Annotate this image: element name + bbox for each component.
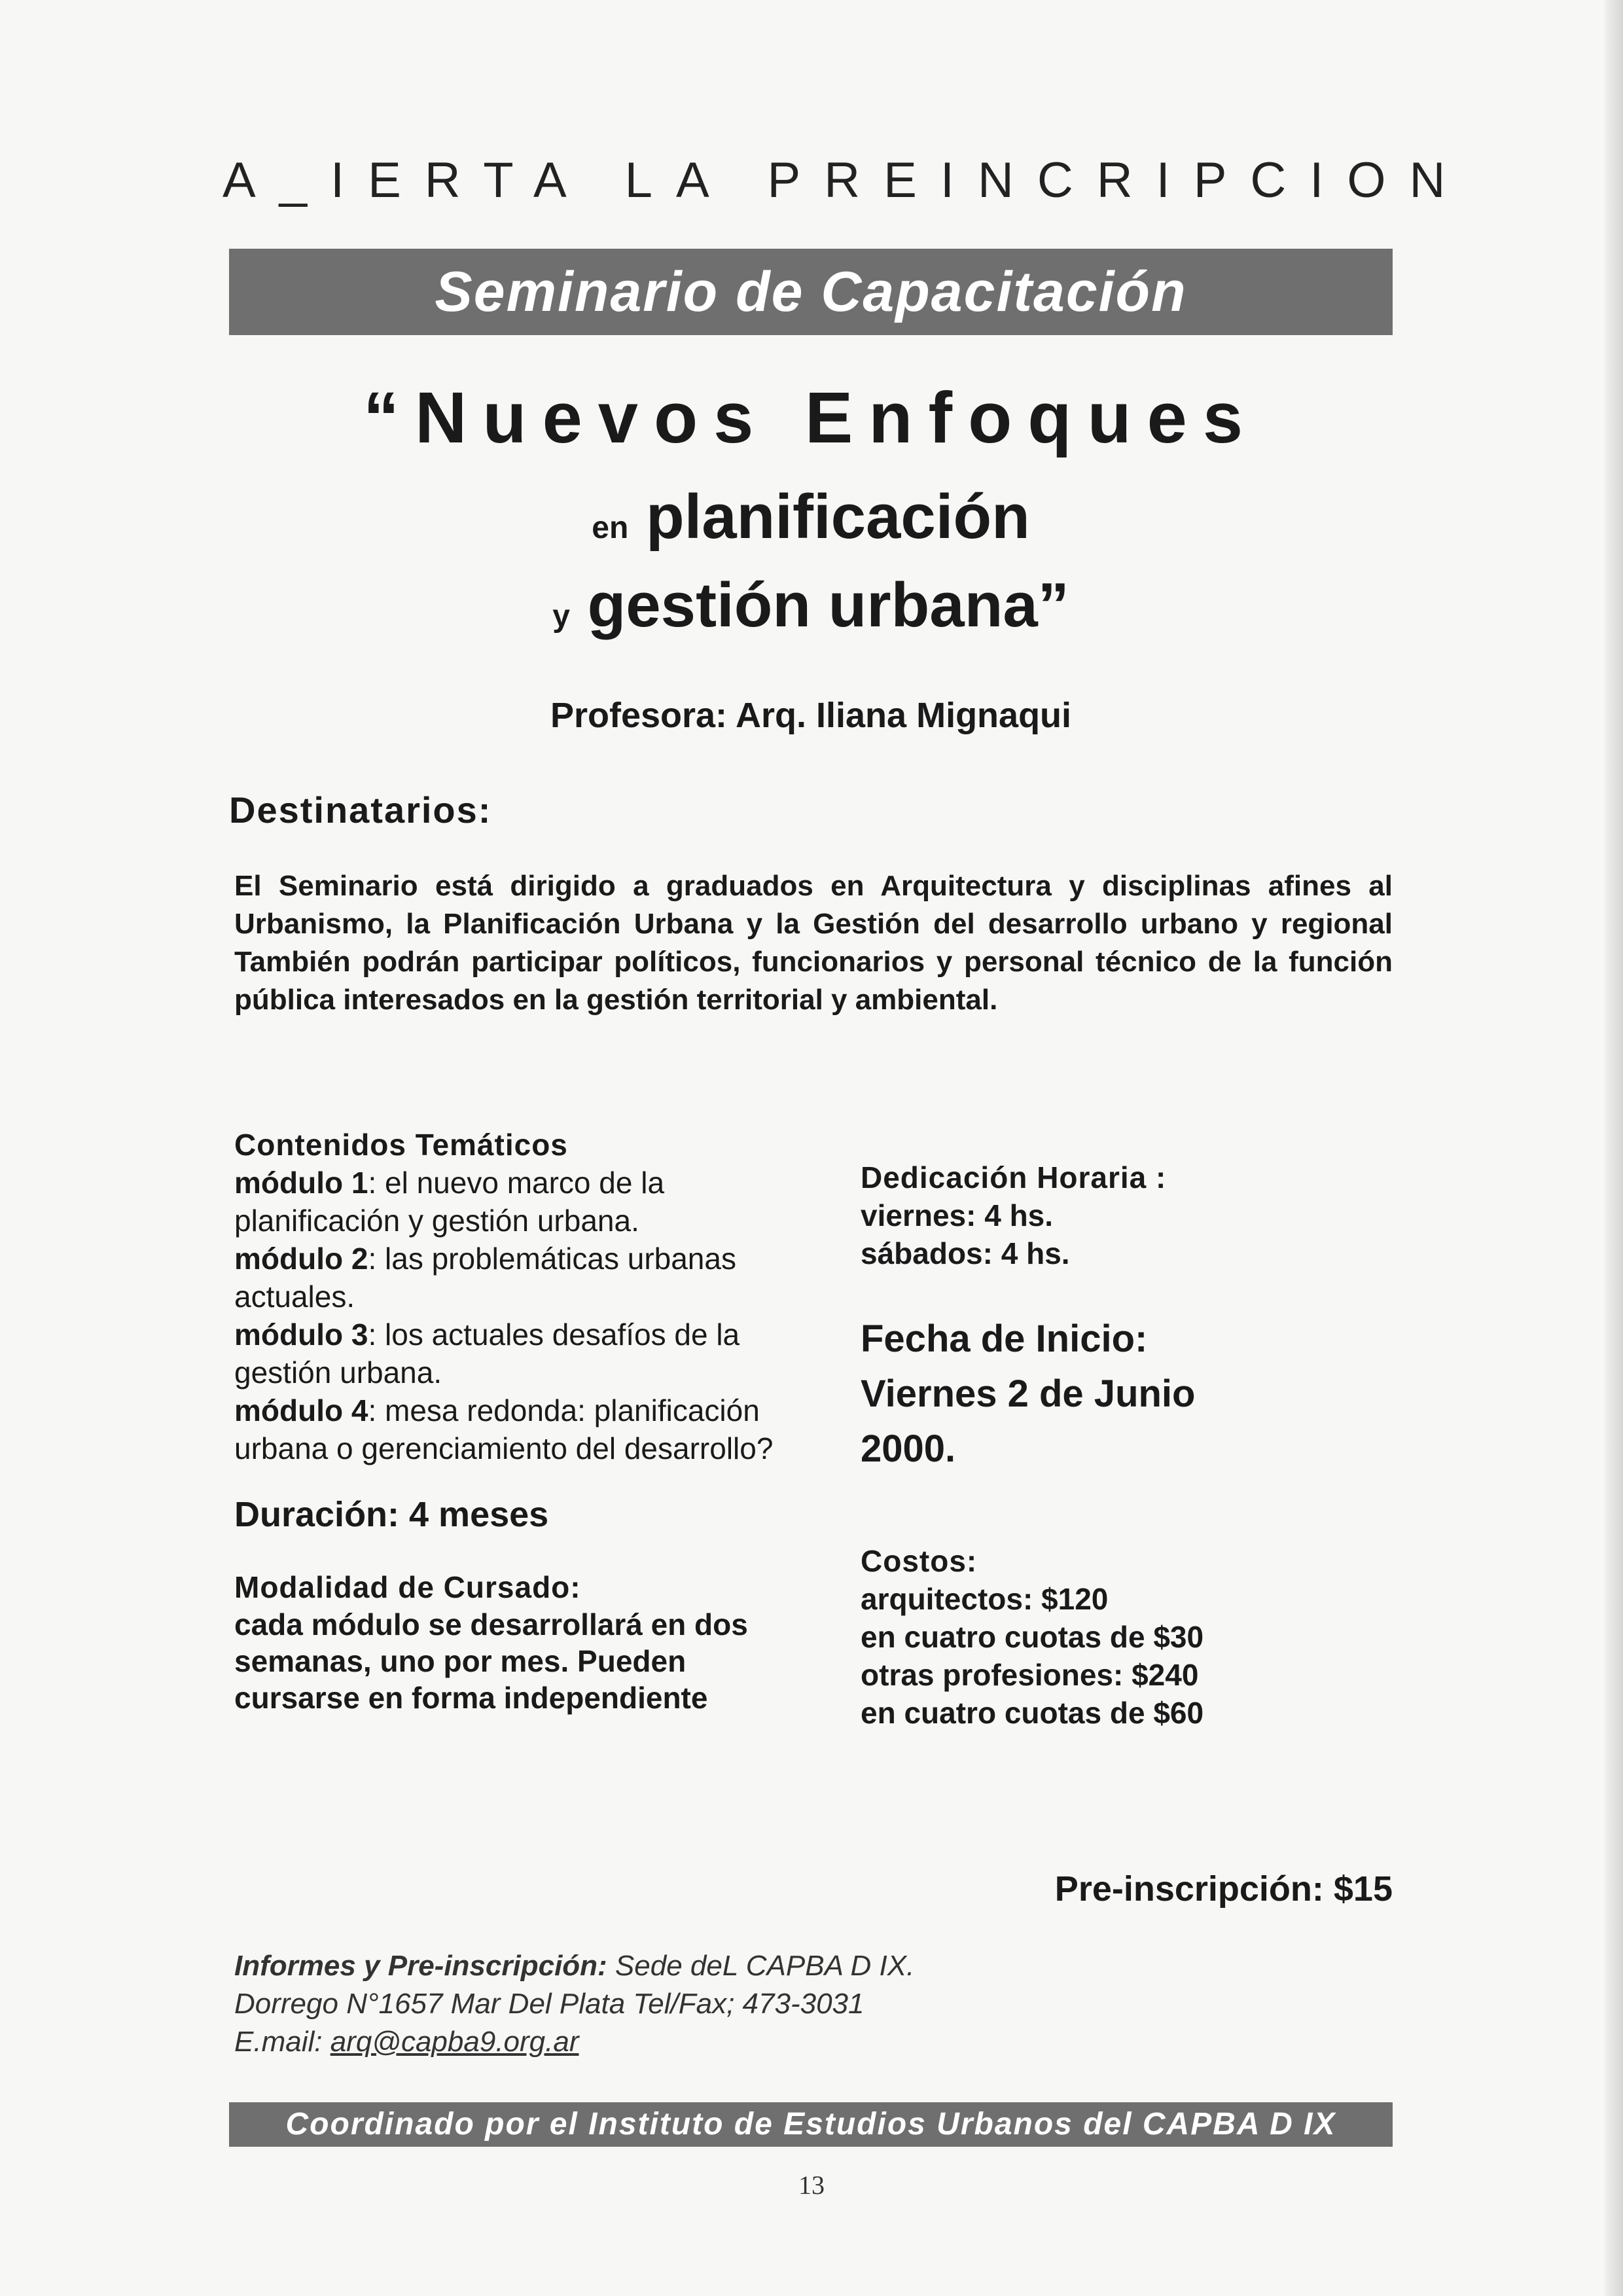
left-column	[234, 1126, 810, 1716]
title-line-3-main: gestión urbana”	[587, 570, 1069, 640]
email-label: E.mail:	[234, 2026, 330, 2058]
dedicacion-heading: Dedicación Horaria :	[861, 1160, 1167, 1194]
module-item	[234, 1164, 810, 1240]
module-text: : mesa redonda: planificación urbana o gerenciamiento del desarrollo?	[234, 1393, 774, 1465]
footer-banner: Coordinado por el Instituto de Estudios Urbanos del CAPBA D IX	[229, 2102, 1393, 2147]
costos-line: otras profesiones: $240	[861, 1658, 1199, 1692]
informes-line-3	[234, 2023, 1216, 2061]
costos-line: en cuatro cuotas de $60	[861, 1696, 1204, 1730]
seminar-banner: Seminario de Capacitación	[229, 249, 1393, 335]
scan-edge-shadow	[1605, 0, 1623, 2296]
module-text: : las problemáticas urbanas actuales.	[234, 1242, 736, 1314]
module-item	[234, 1316, 810, 1391]
costos-lines	[861, 1580, 1397, 1732]
module-item	[234, 1240, 810, 1316]
start-date-year: 2000.	[861, 1427, 956, 1470]
title-line-2	[229, 481, 1393, 553]
right-column	[861, 1158, 1397, 1732]
title-line-2-main: planificación	[645, 482, 1030, 552]
module-label: módulo 4	[234, 1393, 368, 1427]
dedicacion-line: sábados: 4 hs.	[861, 1236, 1070, 1270]
modalidad-heading: Modalidad de Cursado:	[234, 1570, 581, 1604]
informes-label: Informes y Pre-inscripción:	[234, 1950, 607, 1982]
title-line-1: “Nuevos Enfoques	[363, 378, 1259, 458]
modalidad-text: cada módulo se desarrollará en dos semanas, uno por mes. Pueden cursarse en forma independiente	[234, 1607, 748, 1715]
module-item	[234, 1391, 810, 1467]
professor-line: Profesora: Arq. Iliana Mignaqui	[550, 696, 1072, 735]
header-open-preinscription: A_IERTA LA PREINCRIPCION	[223, 152, 1469, 208]
contenidos-heading: Contenidos Temáticos	[234, 1128, 568, 1162]
module-label: módulo 1	[234, 1166, 368, 1200]
page-number: 13	[798, 2170, 825, 2200]
costos-line: arquitectos: $120	[861, 1582, 1109, 1616]
informes-line-1	[234, 1947, 1216, 1985]
start-date-block	[861, 1312, 1397, 1477]
costos-line: en cuatro cuotas de $30	[861, 1620, 1204, 1654]
dedicacion-lines	[861, 1196, 1397, 1272]
module-text: : el nuevo marco de la planificación y gestión urbana.	[234, 1166, 665, 1238]
informes-location: Sede deL CAPBA D IX.	[607, 1950, 915, 1982]
module-label: módulo 3	[234, 1318, 368, 1352]
module-text: : los actuales desafíos de la gestión urbana.	[234, 1318, 740, 1390]
title-line-3-prefix: y	[552, 599, 570, 634]
destinatarios-heading: Destinatarios:	[229, 789, 492, 831]
duration-line: Duración: 4 meses	[234, 1495, 549, 1534]
preinscription-fee: Pre-inscripción: $15	[1054, 1869, 1393, 1909]
start-date-value: Viernes 2 de Junio	[861, 1372, 1196, 1415]
costos-heading: Costos:	[861, 1544, 978, 1578]
module-label: módulo 2	[234, 1242, 368, 1276]
dedicacion-line: viernes: 4 hs.	[861, 1198, 1054, 1232]
title-line-2-prefix: en	[592, 511, 629, 545]
email-link[interactable]: arq@capba9.org.ar	[330, 2026, 579, 2058]
destinatarios-body: El Seminario está dirigido a graduados en Arquitectura y disciplinas afines al Urbanismo, la Planificación Urbana y la Gestión del desarrollo urbano y regional También podrán participar políticos, funcionarios y personal técnico de la función pública interesados en la gestión territorial y ambiental.	[234, 870, 1393, 1016]
informes-line-2: Dorrego N°1657 Mar Del Plata Tel/Fax; 473-3031	[234, 1988, 865, 2020]
start-date-heading: Fecha de Inicio:	[861, 1318, 1148, 1360]
title-line-3	[229, 569, 1393, 641]
informes-block	[234, 1947, 1216, 2061]
